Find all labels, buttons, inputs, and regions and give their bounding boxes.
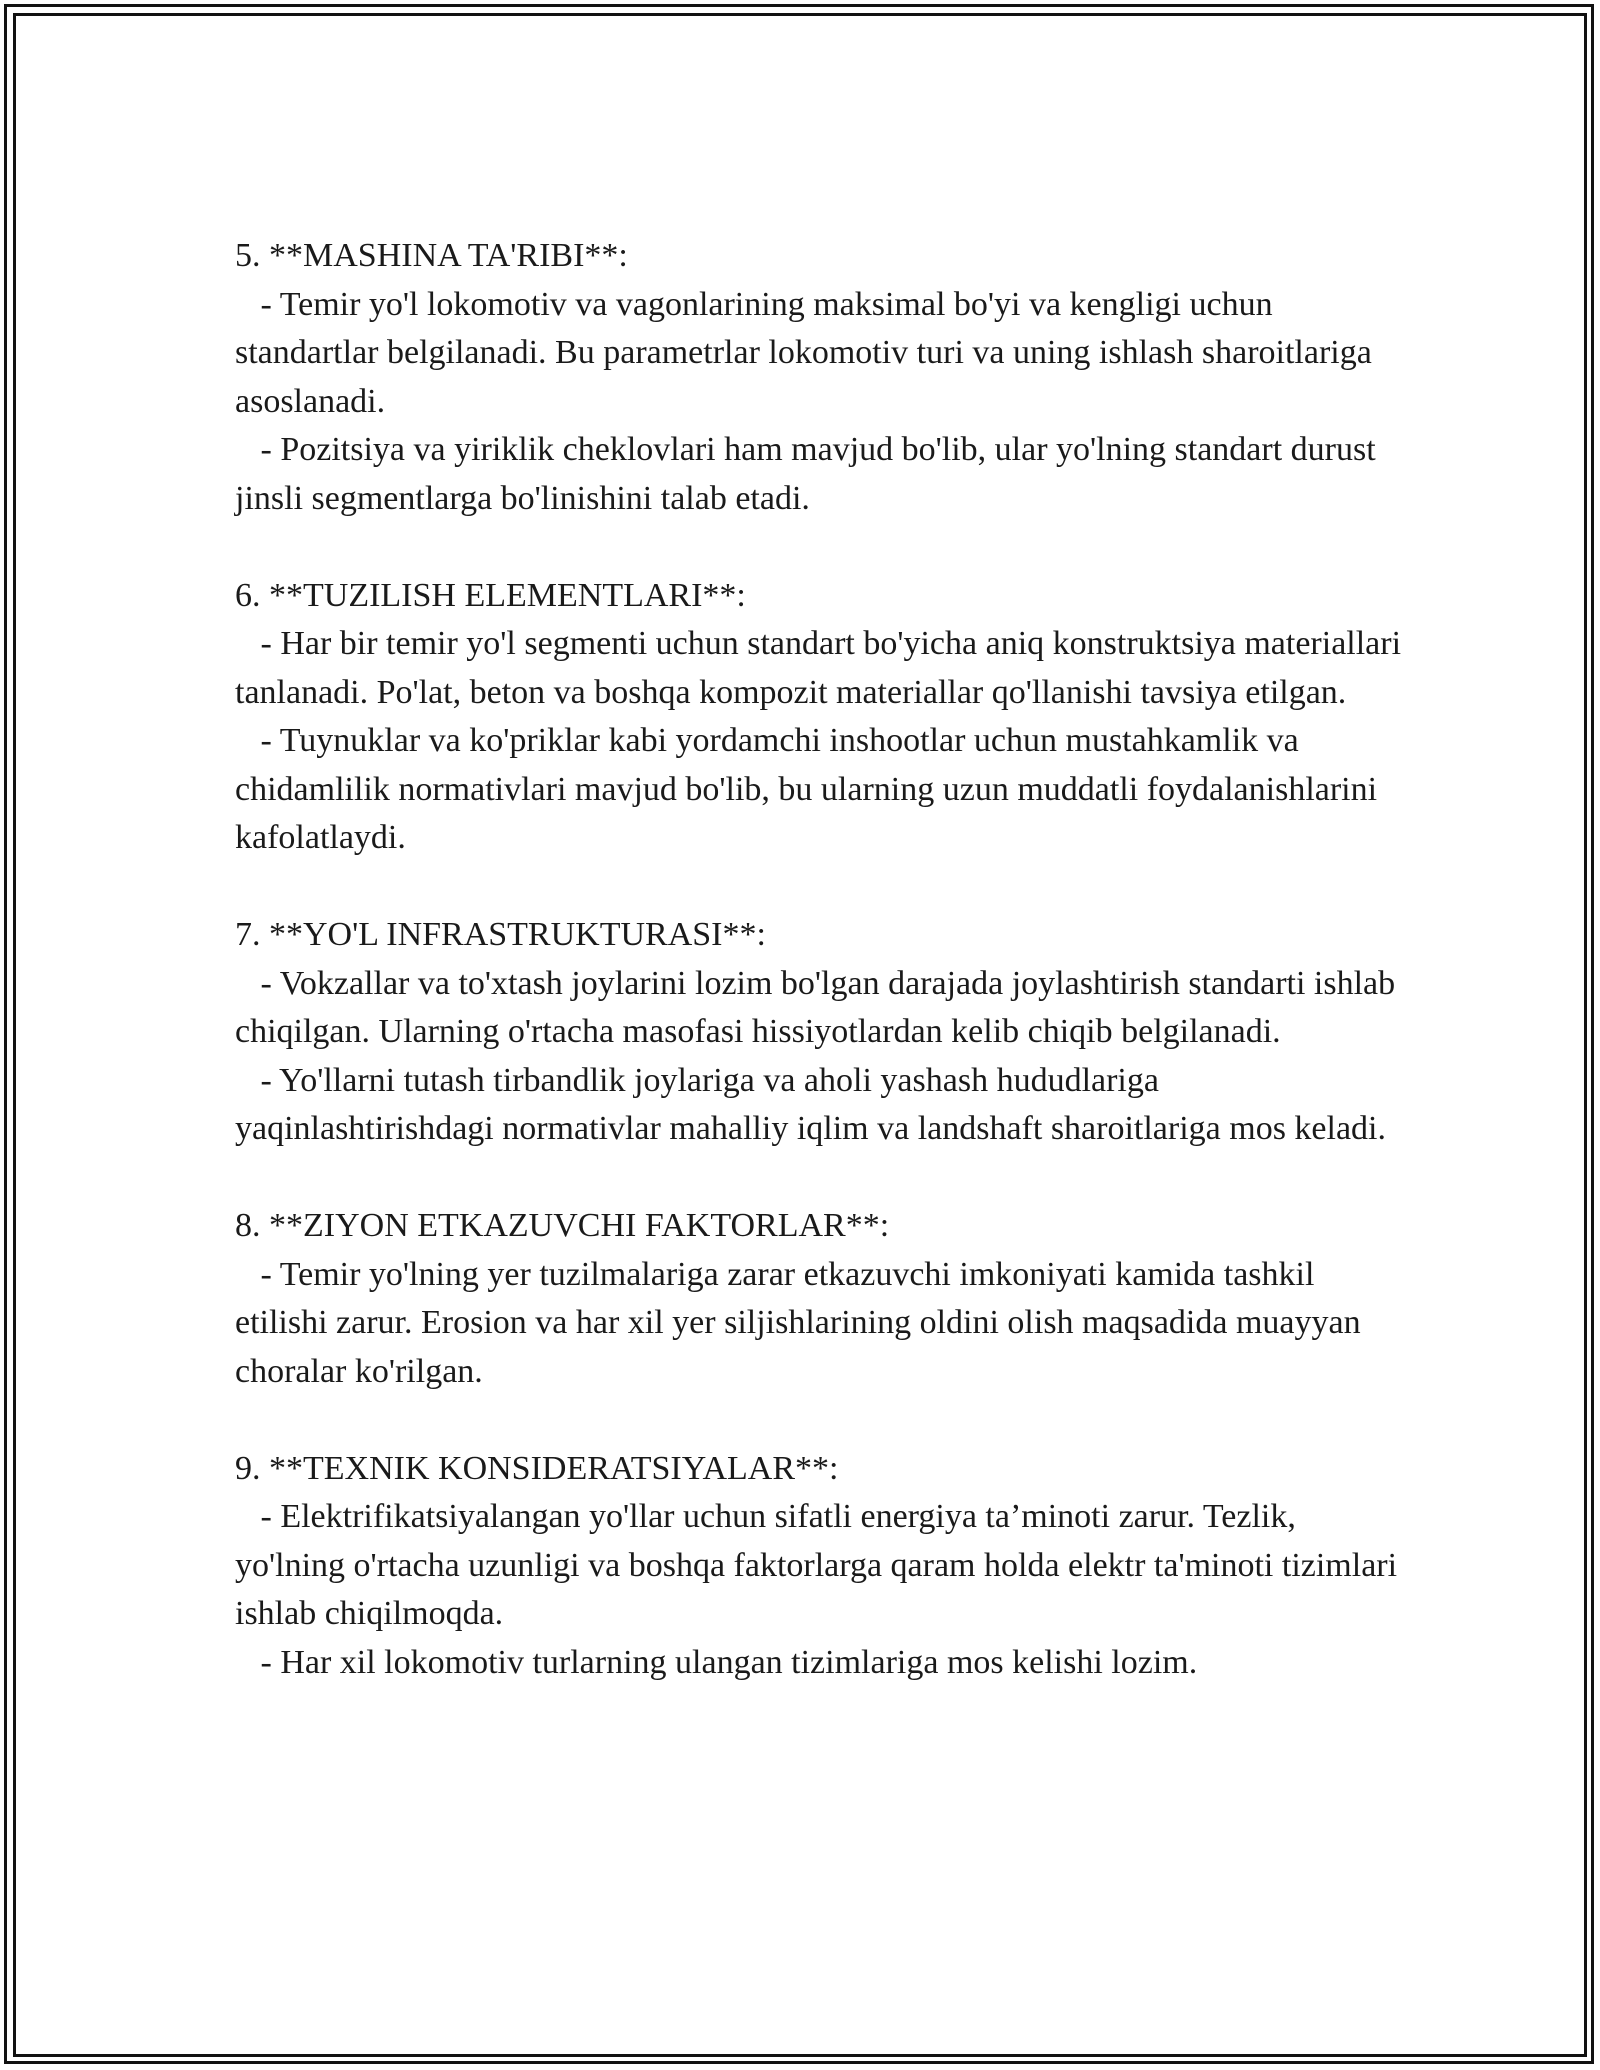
list-item: - Har xil lokomotiv turlarning ulangan tizimlariga mos kelishi lozim. — [235, 1643, 1198, 1681]
list-item: - Vokzallar va to'xtash joylarini lozim bo'lgan darajada joylashtirish standarti ishlab chiqilgan. Ularning o'rtacha masofasi hissiyotlardan kelib chiqib belgilanadi. — [235, 964, 1404, 1050]
section-technical-considerations — [235, 1445, 1405, 1688]
section-heading: 5. **MASHINA TA'RIBI**: — [235, 237, 628, 274]
section-heading: 7. **YO'L INFRASTRUKTURASI**: — [235, 916, 766, 953]
list-item: - Pozitsiya va yiriklik cheklovlari ham mavjud bo'lib, ular yo'lning standart durust jinsli segmentlarga bo'linishini talab etadi. — [235, 431, 1385, 517]
section-heading: 9. **TEXNIK KONSIDERATSIYALAR**: — [235, 1449, 839, 1487]
list-item: - Elektrifikatsiyalangan yo'llar uchun sifatli energiya ta’minoti zarur. Tezlik, yo'lning o'rtacha uzunligi va boshqa faktorlarga qaram holda elektr ta'minoti tizimlari ishlab chiqilmoqda. — [235, 1498, 1406, 1632]
section-harmful-factors — [235, 1202, 1405, 1396]
list-item: - Yo'llarni tutash tirbandlik joylariga va aholi yashash hududlariga yaqinlashtirishdagi normativlar mahalliy iqlim va landshaft sharoitlariga mos keladi. — [235, 1061, 1387, 1147]
document-body — [235, 232, 1410, 1736]
list-item: - Temir yo'lning yer tuzilmalariga zarar etkazuvchi imkoniyati kamida tashkil etilishi zarur. Erosion va har xil yer siljishlarining oldini olish maqsadida muayyan choralar ko'rilgan. — [235, 1255, 1370, 1390]
list-item: - Har bir temir yo'l segmenti uchun standart bo'yicha aniq konstruktsiya materiallari tanlanadi. Po'lat, beton va boshqa kompozit materiallar qo'llanishi tavsiya etilgan. — [235, 625, 1410, 711]
section-machine-profile — [235, 232, 1405, 523]
section-heading: 8. **ZIYON ETKAZUVCHI FAKTORLAR**: — [235, 1207, 890, 1244]
list-item: - Temir yo'l lokomotiv va vagonlarining maksimal bo'yi va kengligi uchun standartlar belgilanadi. Bu parametrlar lokomotiv turi va uning ishlash sharoitlariga asoslanadi. — [235, 285, 1381, 420]
section-structural-elements — [235, 572, 1410, 863]
list-item: - Tuynuklar va ko'priklar kabi yordamchi inshootlar uchun mustahkamlik va chidamlilik normativlari mavjud bo'lib, bu ularning uzun muddatli foydalanishlarini kafolatlaydi. — [235, 722, 1386, 856]
section-road-infrastructure — [235, 911, 1405, 1154]
section-heading: 6. **TUZILISH ELEMENTLARI**: — [235, 576, 746, 614]
